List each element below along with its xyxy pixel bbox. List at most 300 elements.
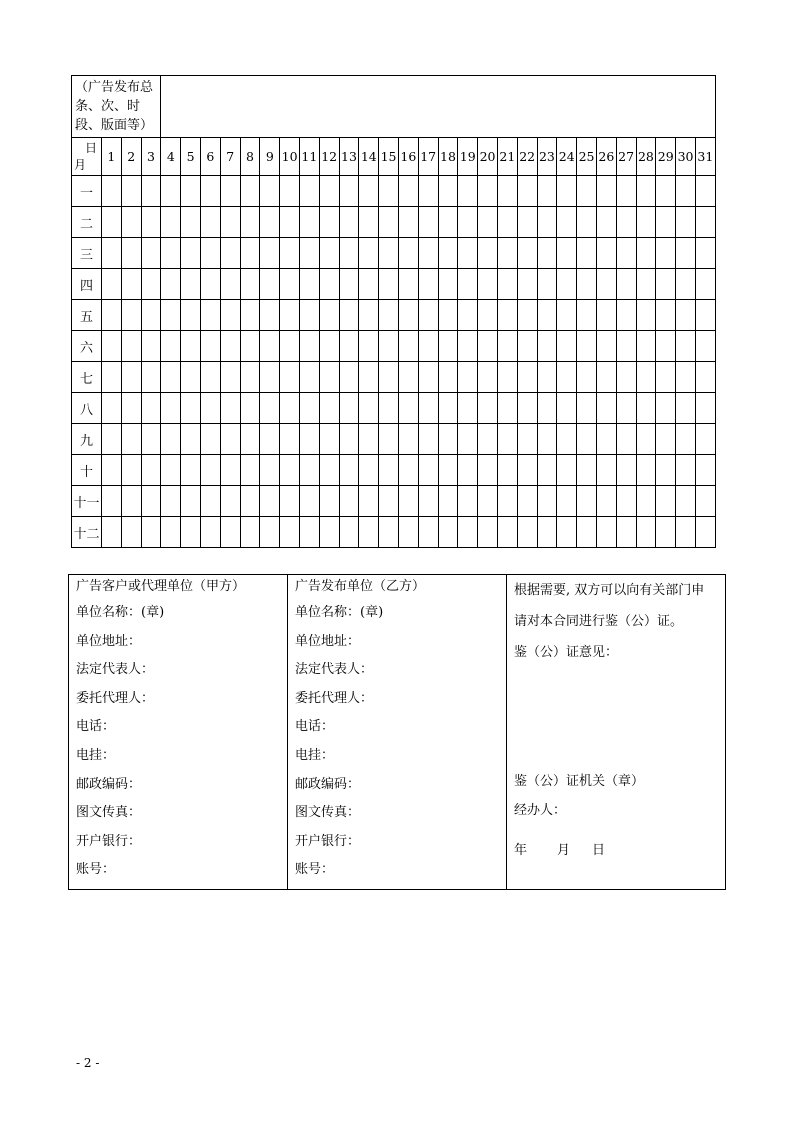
schedule-entry-cell[interactable] xyxy=(280,300,300,331)
schedule-entry-cell[interactable] xyxy=(616,207,636,238)
schedule-entry-cell[interactable] xyxy=(676,331,696,362)
schedule-entry-cell[interactable] xyxy=(497,362,517,393)
schedule-entry-cell[interactable] xyxy=(517,424,537,455)
schedule-entry-cell[interactable] xyxy=(141,207,161,238)
schedule-entry-cell[interactable] xyxy=(557,269,577,300)
party-b-account-field[interactable]: 账号： xyxy=(295,862,335,878)
schedule-entry-cell[interactable] xyxy=(339,362,359,393)
schedule-entry-cell[interactable] xyxy=(557,207,577,238)
schedule-entry-cell[interactable] xyxy=(280,455,300,486)
schedule-entry-cell[interactable] xyxy=(339,455,359,486)
schedule-entry-cell[interactable] xyxy=(359,238,379,269)
schedule-entry-cell[interactable] xyxy=(577,455,597,486)
schedule-entry-cell[interactable] xyxy=(220,486,240,517)
schedule-entry-cell[interactable] xyxy=(359,362,379,393)
schedule-entry-cell[interactable] xyxy=(398,455,418,486)
schedule-entry-cell[interactable] xyxy=(398,176,418,207)
schedule-entry-cell[interactable] xyxy=(596,269,616,300)
schedule-entry-cell[interactable] xyxy=(240,269,260,300)
schedule-entry-cell[interactable] xyxy=(537,393,557,424)
schedule-entry-cell[interactable] xyxy=(458,269,478,300)
schedule-entry-cell[interactable] xyxy=(201,207,221,238)
schedule-entry-cell[interactable] xyxy=(557,393,577,424)
party-b-fax-field[interactable]: 图文传真： xyxy=(295,805,361,821)
schedule-entry-cell[interactable] xyxy=(220,517,240,548)
schedule-entry-cell[interactable] xyxy=(339,176,359,207)
schedule-entry-cell[interactable] xyxy=(656,331,676,362)
schedule-entry-cell[interactable] xyxy=(359,269,379,300)
schedule-entry-cell[interactable] xyxy=(676,393,696,424)
schedule-entry-cell[interactable] xyxy=(181,424,201,455)
schedule-entry-cell[interactable] xyxy=(695,517,715,548)
schedule-entry-cell[interactable] xyxy=(359,424,379,455)
schedule-entry-cell[interactable] xyxy=(141,269,161,300)
schedule-entry-cell[interactable] xyxy=(201,269,221,300)
schedule-entry-cell[interactable] xyxy=(319,424,339,455)
schedule-entry-cell[interactable] xyxy=(299,362,319,393)
schedule-entry-cell[interactable] xyxy=(220,207,240,238)
schedule-entry-cell[interactable] xyxy=(577,486,597,517)
schedule-entry-cell[interactable] xyxy=(260,238,280,269)
schedule-entry-cell[interactable] xyxy=(319,331,339,362)
schedule-entry-cell[interactable] xyxy=(596,486,616,517)
schedule-entry-cell[interactable] xyxy=(656,207,676,238)
schedule-entry-cell[interactable] xyxy=(299,331,319,362)
schedule-entry-cell[interactable] xyxy=(676,486,696,517)
schedule-entry-cell[interactable] xyxy=(695,269,715,300)
schedule-entry-cell[interactable] xyxy=(537,207,557,238)
schedule-entry-cell[interactable] xyxy=(398,486,418,517)
schedule-entry-cell[interactable] xyxy=(656,393,676,424)
schedule-entry-cell[interactable] xyxy=(418,393,438,424)
schedule-entry-cell[interactable] xyxy=(557,517,577,548)
schedule-entry-cell[interactable] xyxy=(418,238,438,269)
party-b-agent-field[interactable]: 委托代理人： xyxy=(295,690,374,706)
schedule-entry-cell[interactable] xyxy=(478,424,498,455)
schedule-entry-cell[interactable] xyxy=(280,331,300,362)
schedule-entry-cell[interactable] xyxy=(398,393,418,424)
schedule-entry-cell[interactable] xyxy=(616,176,636,207)
schedule-entry-cell[interactable] xyxy=(656,300,676,331)
schedule-entry-cell[interactable] xyxy=(557,176,577,207)
schedule-entry-cell[interactable] xyxy=(240,300,260,331)
schedule-entry-cell[interactable] xyxy=(438,486,458,517)
schedule-entry-cell[interactable] xyxy=(260,269,280,300)
schedule-entry-cell[interactable] xyxy=(260,362,280,393)
schedule-entry-cell[interactable] xyxy=(161,269,181,300)
party-a-telex-field[interactable]: 电挂： xyxy=(76,747,116,763)
party-a-bank-field[interactable]: 开户银行： xyxy=(76,833,142,849)
schedule-entry-cell[interactable] xyxy=(537,176,557,207)
schedule-entry-cell[interactable] xyxy=(359,393,379,424)
schedule-entry-cell[interactable] xyxy=(141,455,161,486)
schedule-entry-cell[interactable] xyxy=(398,207,418,238)
schedule-entry-cell[interactable] xyxy=(339,424,359,455)
schedule-entry-cell[interactable] xyxy=(676,455,696,486)
schedule-entry-cell[interactable] xyxy=(478,517,498,548)
party-a-fax-field[interactable]: 图文传真： xyxy=(76,805,142,821)
schedule-entry-cell[interactable] xyxy=(577,238,597,269)
schedule-entry-cell[interactable] xyxy=(458,238,478,269)
notary-opinion-label[interactable]: 鉴（公）证意见： xyxy=(514,645,619,660)
schedule-entry-cell[interactable] xyxy=(359,207,379,238)
schedule-entry-cell[interactable] xyxy=(695,300,715,331)
schedule-entry-cell[interactable] xyxy=(616,269,636,300)
schedule-entry-cell[interactable] xyxy=(557,238,577,269)
schedule-entry-cell[interactable] xyxy=(240,424,260,455)
schedule-entry-cell[interactable] xyxy=(379,393,399,424)
schedule-entry-cell[interactable] xyxy=(418,486,438,517)
schedule-entry-cell[interactable] xyxy=(280,176,300,207)
schedule-entry-cell[interactable] xyxy=(517,362,537,393)
schedule-entry-cell[interactable] xyxy=(220,269,240,300)
schedule-entry-cell[interactable] xyxy=(695,486,715,517)
schedule-entry-cell[interactable] xyxy=(418,455,438,486)
schedule-entry-cell[interactable] xyxy=(616,238,636,269)
schedule-entry-cell[interactable] xyxy=(379,424,399,455)
schedule-entry-cell[interactable] xyxy=(141,176,161,207)
schedule-entry-cell[interactable] xyxy=(596,517,616,548)
schedule-entry-cell[interactable] xyxy=(577,362,597,393)
schedule-entry-cell[interactable] xyxy=(517,238,537,269)
schedule-entry-cell[interactable] xyxy=(161,393,181,424)
notary-date-line[interactable] xyxy=(514,837,725,866)
schedule-entry-cell[interactable] xyxy=(319,176,339,207)
schedule-entry-cell[interactable] xyxy=(497,331,517,362)
schedule-entry-cell[interactable] xyxy=(181,331,201,362)
schedule-entry-cell[interactable] xyxy=(299,269,319,300)
schedule-entry-cell[interactable] xyxy=(438,393,458,424)
schedule-entry-cell[interactable] xyxy=(497,269,517,300)
schedule-entry-cell[interactable] xyxy=(161,207,181,238)
schedule-entry-cell[interactable] xyxy=(636,207,656,238)
schedule-entry-cell[interactable] xyxy=(339,238,359,269)
schedule-entry-cell[interactable] xyxy=(577,424,597,455)
schedule-entry-cell[interactable] xyxy=(280,362,300,393)
schedule-entry-cell[interactable] xyxy=(141,486,161,517)
schedule-entry-cell[interactable] xyxy=(319,238,339,269)
schedule-entry-cell[interactable] xyxy=(319,362,339,393)
schedule-entry-cell[interactable] xyxy=(141,517,161,548)
schedule-entry-cell[interactable] xyxy=(102,486,122,517)
schedule-entry-cell[interactable] xyxy=(280,517,300,548)
schedule-entry-cell[interactable] xyxy=(458,486,478,517)
schedule-entry-cell[interactable] xyxy=(220,455,240,486)
schedule-entry-cell[interactable] xyxy=(636,176,656,207)
schedule-entry-cell[interactable] xyxy=(260,486,280,517)
schedule-entry-cell[interactable] xyxy=(418,517,438,548)
schedule-entry-cell[interactable] xyxy=(260,176,280,207)
schedule-entry-cell[interactable] xyxy=(537,238,557,269)
schedule-entry-cell[interactable] xyxy=(379,517,399,548)
party-a-phone-field[interactable]: 电话： xyxy=(76,719,116,735)
schedule-entry-cell[interactable] xyxy=(121,393,141,424)
schedule-entry-cell[interactable] xyxy=(497,517,517,548)
notary-handler-field[interactable]: 经办人： xyxy=(514,802,567,818)
schedule-entry-cell[interactable] xyxy=(537,300,557,331)
schedule-entry-cell[interactable] xyxy=(458,517,478,548)
schedule-entry-cell[interactable] xyxy=(695,238,715,269)
schedule-entry-cell[interactable] xyxy=(656,455,676,486)
schedule-entry-cell[interactable] xyxy=(497,486,517,517)
schedule-entry-cell[interactable] xyxy=(379,486,399,517)
schedule-entry-cell[interactable] xyxy=(260,331,280,362)
schedule-entry-cell[interactable] xyxy=(438,455,458,486)
schedule-entry-cell[interactable] xyxy=(201,424,221,455)
schedule-entry-cell[interactable] xyxy=(596,331,616,362)
schedule-entry-cell[interactable] xyxy=(418,300,438,331)
schedule-entry-cell[interactable] xyxy=(359,331,379,362)
schedule-entry-cell[interactable] xyxy=(319,207,339,238)
schedule-entry-cell[interactable] xyxy=(537,455,557,486)
schedule-entry-cell[interactable] xyxy=(497,300,517,331)
schedule-entry-cell[interactable] xyxy=(181,176,201,207)
schedule-entry-cell[interactable] xyxy=(201,393,221,424)
schedule-entry-cell[interactable] xyxy=(339,300,359,331)
schedule-entry-cell[interactable] xyxy=(220,176,240,207)
schedule-entry-cell[interactable] xyxy=(418,176,438,207)
schedule-entry-cell[interactable] xyxy=(517,331,537,362)
party-a-legal-rep-field[interactable]: 法定代表人： xyxy=(76,662,155,678)
schedule-entry-cell[interactable] xyxy=(438,238,458,269)
schedule-entry-cell[interactable] xyxy=(458,362,478,393)
schedule-entry-cell[interactable] xyxy=(102,362,122,393)
schedule-entry-cell[interactable] xyxy=(577,517,597,548)
schedule-entry-cell[interactable] xyxy=(280,486,300,517)
schedule-entry-cell[interactable] xyxy=(596,393,616,424)
schedule-entry-cell[interactable] xyxy=(695,393,715,424)
schedule-entry-cell[interactable] xyxy=(299,455,319,486)
schedule-entry-cell[interactable] xyxy=(379,238,399,269)
schedule-entry-cell[interactable] xyxy=(141,393,161,424)
schedule-entry-cell[interactable] xyxy=(557,300,577,331)
schedule-entry-cell[interactable] xyxy=(398,331,418,362)
schedule-entry-cell[interactable] xyxy=(299,238,319,269)
schedule-description-field[interactable] xyxy=(161,76,715,138)
schedule-entry-cell[interactable] xyxy=(260,300,280,331)
schedule-entry-cell[interactable] xyxy=(102,424,122,455)
schedule-entry-cell[interactable] xyxy=(478,331,498,362)
schedule-entry-cell[interactable] xyxy=(695,455,715,486)
party-b-telex-field[interactable]: 电挂： xyxy=(295,747,335,763)
schedule-entry-cell[interactable] xyxy=(438,424,458,455)
schedule-entry-cell[interactable] xyxy=(121,455,141,486)
schedule-entry-cell[interactable] xyxy=(102,331,122,362)
schedule-entry-cell[interactable] xyxy=(201,300,221,331)
schedule-entry-cell[interactable] xyxy=(359,486,379,517)
schedule-entry-cell[interactable] xyxy=(656,176,676,207)
schedule-entry-cell[interactable] xyxy=(636,486,656,517)
schedule-entry-cell[interactable] xyxy=(676,269,696,300)
schedule-entry-cell[interactable] xyxy=(458,331,478,362)
schedule-entry-cell[interactable] xyxy=(240,486,260,517)
schedule-entry-cell[interactable] xyxy=(181,486,201,517)
party-b-bank-field[interactable]: 开户银行： xyxy=(295,833,361,849)
schedule-entry-cell[interactable] xyxy=(161,424,181,455)
schedule-entry-cell[interactable] xyxy=(517,176,537,207)
schedule-entry-cell[interactable] xyxy=(577,300,597,331)
schedule-entry-cell[interactable] xyxy=(478,393,498,424)
schedule-entry-cell[interactable] xyxy=(161,300,181,331)
schedule-entry-cell[interactable] xyxy=(478,362,498,393)
schedule-entry-cell[interactable] xyxy=(537,424,557,455)
schedule-entry-cell[interactable] xyxy=(280,238,300,269)
schedule-entry-cell[interactable] xyxy=(616,455,636,486)
schedule-entry-cell[interactable] xyxy=(339,331,359,362)
schedule-entry-cell[interactable] xyxy=(616,300,636,331)
schedule-entry-cell[interactable] xyxy=(616,362,636,393)
schedule-entry-cell[interactable] xyxy=(596,300,616,331)
schedule-entry-cell[interactable] xyxy=(359,517,379,548)
schedule-entry-cell[interactable] xyxy=(240,517,260,548)
schedule-entry-cell[interactable] xyxy=(299,424,319,455)
schedule-entry-cell[interactable] xyxy=(181,362,201,393)
schedule-entry-cell[interactable] xyxy=(438,331,458,362)
party-b-postcode-field[interactable]: 邮政编码： xyxy=(295,776,361,792)
schedule-entry-cell[interactable] xyxy=(438,269,458,300)
schedule-entry-cell[interactable] xyxy=(299,486,319,517)
schedule-entry-cell[interactable] xyxy=(517,393,537,424)
schedule-entry-cell[interactable] xyxy=(577,207,597,238)
schedule-entry-cell[interactable] xyxy=(379,207,399,238)
schedule-entry-cell[interactable] xyxy=(517,486,537,517)
schedule-entry-cell[interactable] xyxy=(398,269,418,300)
schedule-entry-cell[interactable] xyxy=(240,331,260,362)
party-a-address-field[interactable]: 单位地址： xyxy=(76,633,142,649)
schedule-entry-cell[interactable] xyxy=(676,362,696,393)
schedule-entry-cell[interactable] xyxy=(260,207,280,238)
schedule-entry-cell[interactable] xyxy=(121,300,141,331)
schedule-entry-cell[interactable] xyxy=(201,362,221,393)
schedule-entry-cell[interactable] xyxy=(121,424,141,455)
schedule-entry-cell[interactable] xyxy=(161,486,181,517)
schedule-entry-cell[interactable] xyxy=(141,331,161,362)
schedule-entry-cell[interactable] xyxy=(398,362,418,393)
schedule-entry-cell[interactable] xyxy=(379,331,399,362)
party-a-account-field[interactable]: 账号： xyxy=(76,862,116,878)
schedule-entry-cell[interactable] xyxy=(299,207,319,238)
schedule-entry-cell[interactable] xyxy=(398,424,418,455)
schedule-entry-cell[interactable] xyxy=(636,269,656,300)
schedule-entry-cell[interactable] xyxy=(260,455,280,486)
notary-authority-label[interactable]: 鉴（公）证机关（章） xyxy=(514,774,645,789)
schedule-entry-cell[interactable] xyxy=(102,238,122,269)
schedule-entry-cell[interactable] xyxy=(616,393,636,424)
party-a-name-field[interactable]: 单位名称：(章) xyxy=(76,605,165,620)
schedule-entry-cell[interactable] xyxy=(379,300,399,331)
schedule-entry-cell[interactable] xyxy=(418,424,438,455)
schedule-entry-cell[interactable] xyxy=(339,269,359,300)
schedule-entry-cell[interactable] xyxy=(102,176,122,207)
schedule-entry-cell[interactable] xyxy=(181,300,201,331)
schedule-entry-cell[interactable] xyxy=(339,486,359,517)
schedule-entry-cell[interactable] xyxy=(319,517,339,548)
schedule-entry-cell[interactable] xyxy=(458,455,478,486)
schedule-entry-cell[interactable] xyxy=(656,517,676,548)
schedule-entry-cell[interactable] xyxy=(141,300,161,331)
schedule-entry-cell[interactable] xyxy=(656,424,676,455)
schedule-entry-cell[interactable] xyxy=(418,207,438,238)
schedule-entry-cell[interactable] xyxy=(478,486,498,517)
schedule-entry-cell[interactable] xyxy=(240,455,260,486)
schedule-entry-cell[interactable] xyxy=(161,362,181,393)
schedule-entry-cell[interactable] xyxy=(497,424,517,455)
schedule-entry-cell[interactable] xyxy=(161,176,181,207)
schedule-entry-cell[interactable] xyxy=(636,238,656,269)
schedule-entry-cell[interactable] xyxy=(537,517,557,548)
schedule-entry-cell[interactable] xyxy=(497,238,517,269)
schedule-entry-cell[interactable] xyxy=(240,176,260,207)
schedule-entry-cell[interactable] xyxy=(656,238,676,269)
schedule-entry-cell[interactable] xyxy=(121,269,141,300)
schedule-entry-cell[interactable] xyxy=(339,207,359,238)
schedule-entry-cell[interactable] xyxy=(121,517,141,548)
schedule-entry-cell[interactable] xyxy=(497,207,517,238)
schedule-entry-cell[interactable] xyxy=(478,269,498,300)
schedule-entry-cell[interactable] xyxy=(438,362,458,393)
schedule-entry-cell[interactable] xyxy=(201,331,221,362)
schedule-entry-cell[interactable] xyxy=(319,300,339,331)
schedule-entry-cell[interactable] xyxy=(102,300,122,331)
notary-opinion-space[interactable] xyxy=(514,668,725,768)
schedule-entry-cell[interactable] xyxy=(240,207,260,238)
schedule-entry-cell[interactable] xyxy=(181,238,201,269)
schedule-entry-cell[interactable] xyxy=(636,517,656,548)
schedule-entry-cell[interactable] xyxy=(517,269,537,300)
schedule-entry-cell[interactable] xyxy=(418,362,438,393)
schedule-entry-cell[interactable] xyxy=(359,176,379,207)
schedule-entry-cell[interactable] xyxy=(379,455,399,486)
schedule-entry-cell[interactable] xyxy=(319,393,339,424)
schedule-entry-cell[interactable] xyxy=(517,300,537,331)
party-b-phone-field[interactable]: 电话： xyxy=(295,719,335,735)
schedule-entry-cell[interactable] xyxy=(418,269,438,300)
schedule-entry-cell[interactable] xyxy=(280,393,300,424)
schedule-entry-cell[interactable] xyxy=(458,176,478,207)
schedule-entry-cell[interactable] xyxy=(636,424,656,455)
schedule-entry-cell[interactable] xyxy=(438,207,458,238)
schedule-entry-cell[interactable] xyxy=(161,455,181,486)
schedule-entry-cell[interactable] xyxy=(398,517,418,548)
schedule-entry-cell[interactable] xyxy=(181,207,201,238)
schedule-entry-cell[interactable] xyxy=(299,176,319,207)
schedule-entry-cell[interactable] xyxy=(260,517,280,548)
schedule-entry-cell[interactable] xyxy=(121,207,141,238)
schedule-entry-cell[interactable] xyxy=(577,393,597,424)
schedule-entry-cell[interactable] xyxy=(656,269,676,300)
schedule-entry-cell[interactable] xyxy=(102,207,122,238)
schedule-entry-cell[interactable] xyxy=(676,300,696,331)
schedule-entry-cell[interactable] xyxy=(181,517,201,548)
schedule-entry-cell[interactable] xyxy=(359,300,379,331)
schedule-entry-cell[interactable] xyxy=(557,424,577,455)
schedule-entry-cell[interactable] xyxy=(577,176,597,207)
schedule-entry-cell[interactable] xyxy=(121,362,141,393)
schedule-entry-cell[interactable] xyxy=(359,455,379,486)
schedule-entry-cell[interactable] xyxy=(458,393,478,424)
schedule-entry-cell[interactable] xyxy=(121,238,141,269)
schedule-entry-cell[interactable] xyxy=(201,238,221,269)
schedule-entry-cell[interactable] xyxy=(596,455,616,486)
party-b-legal-rep-field[interactable]: 法定代表人： xyxy=(295,662,374,678)
schedule-entry-cell[interactable] xyxy=(497,393,517,424)
schedule-entry-cell[interactable] xyxy=(319,455,339,486)
party-b-address-field[interactable]: 单位地址： xyxy=(295,633,361,649)
schedule-entry-cell[interactable] xyxy=(636,393,656,424)
schedule-entry-cell[interactable] xyxy=(299,517,319,548)
schedule-entry-cell[interactable] xyxy=(141,424,161,455)
schedule-entry-cell[interactable] xyxy=(141,362,161,393)
